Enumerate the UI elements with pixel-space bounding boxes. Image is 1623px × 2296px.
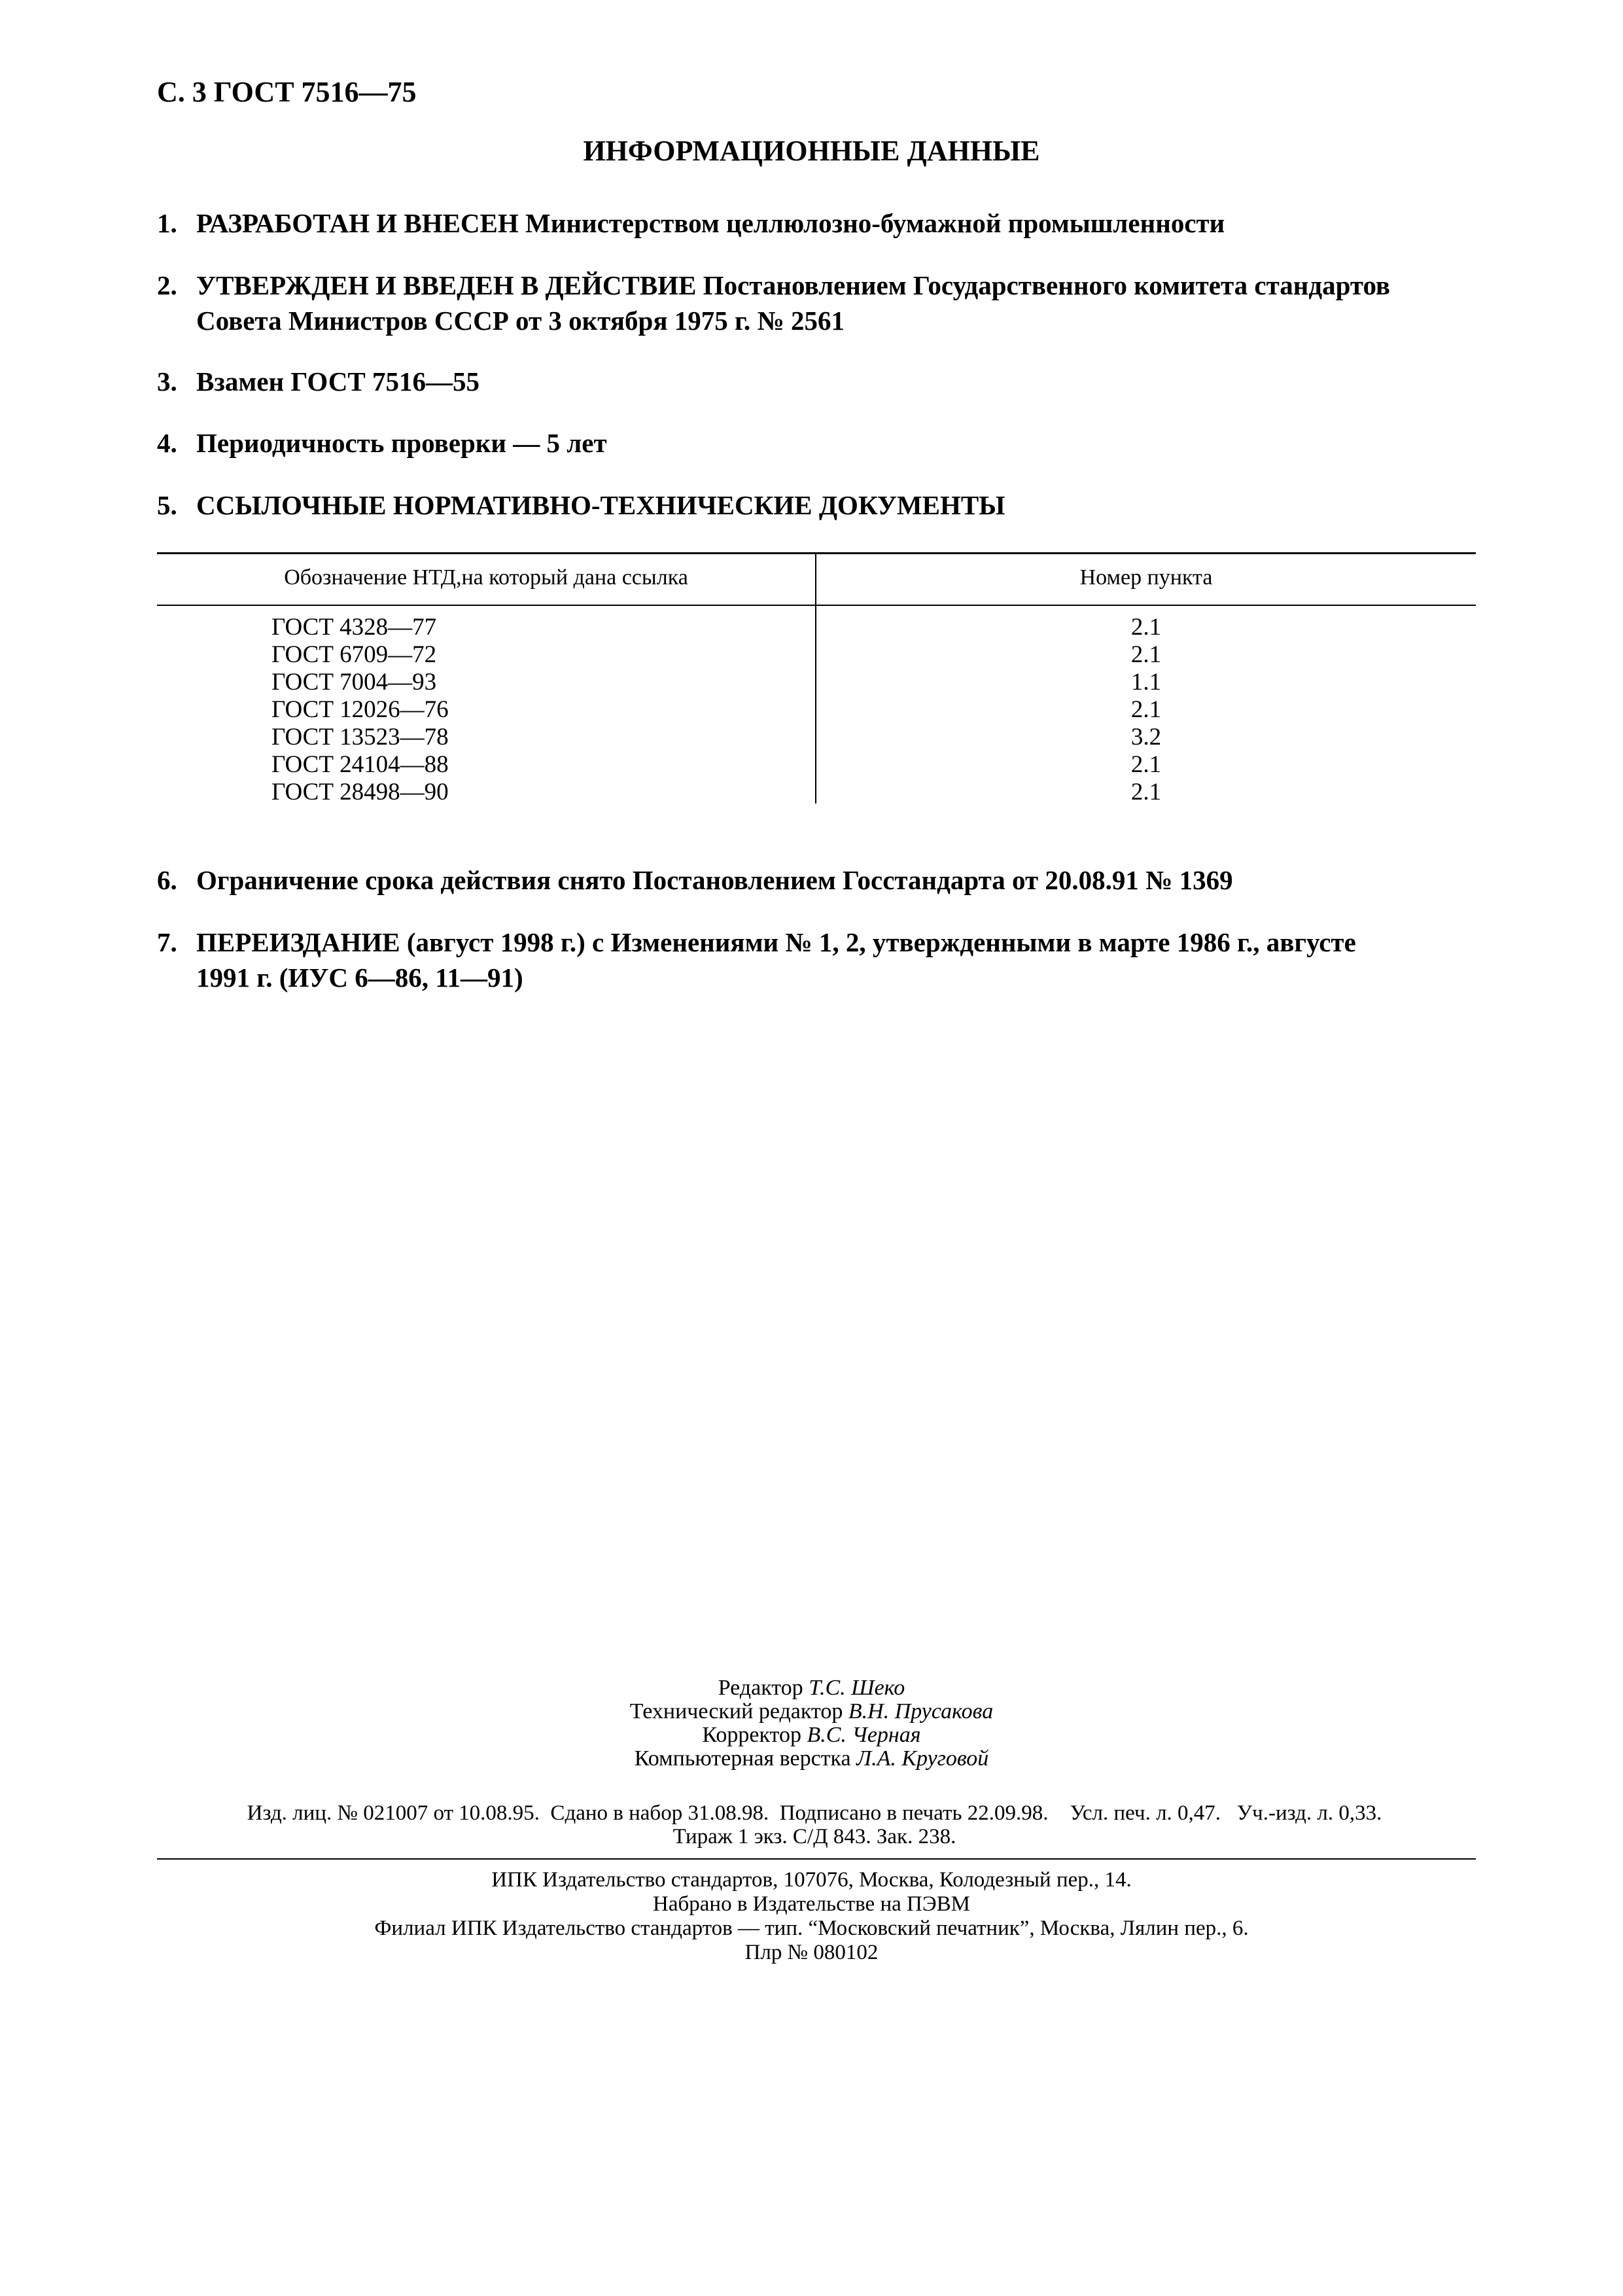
cell-clause: 1.1	[1130, 669, 1162, 696]
credit-role: Технический редактор	[629, 1699, 843, 1723]
item-text: ПЕРЕИЗДАНИЕ (август 1998 г.) с Изменениями № 1, 2, утвержденными в марте 1986 г., августе	[196, 927, 1356, 957]
table-body	[157, 614, 1476, 806]
item-text: Периодичность проверки — 5 лет	[196, 428, 607, 458]
table-row	[157, 724, 1476, 751]
press-line: Набрано в Издательстве на ПЭВМ	[653, 1892, 970, 1916]
page-title: ИНФОРМАЦИОННЫЕ ДАННЫЕ	[583, 135, 1040, 167]
item-text: ССЫЛОЧНЫЕ НОРМАТИВНО-ТЕХНИЧЕСКИЕ ДОКУМЕНТЫ	[196, 490, 1005, 520]
credit-name: В.Н. Прусакова	[848, 1699, 994, 1723]
cell-document: ГОСТ 13523—78	[271, 724, 449, 751]
credit-line	[0, 1723, 1623, 1747]
info-item-3	[157, 364, 1492, 399]
cell-clause: 2.1	[1130, 751, 1162, 778]
press-line: ИПК Издательство стандартов, 107076, Москва, Колодезный пер., 14.	[491, 1868, 1132, 1892]
cell-document: ГОСТ 24104—88	[271, 751, 449, 778]
table-header-clause: Номер пункта	[1079, 565, 1213, 590]
item-text: УТВЕРЖДЕН И ВВЕДЕН В ДЕЙСТВИЕ Постановлением Государственного комитета стандартов	[196, 270, 1391, 300]
table-top-rule	[157, 552, 1476, 554]
credit-line	[0, 1700, 1623, 1723]
credit-role: Компьютерная верстка	[634, 1746, 851, 1771]
info-item-5	[157, 487, 1492, 523]
info-item-6	[157, 862, 1492, 898]
info-item-1	[157, 205, 1492, 241]
item-text-continuation: 1991 г. (ИУС 6—86, 11—91)	[196, 963, 523, 993]
credit-name: В.С. Черная	[807, 1723, 921, 1747]
item-number: 5.	[157, 490, 177, 520]
cell-clause: 2.1	[1130, 641, 1162, 668]
credit-name: Л.А. Круговой	[856, 1746, 989, 1771]
cell-document: ГОСТ 12026—76	[271, 696, 449, 723]
press-line: Плр № 080102	[744, 1941, 879, 1964]
info-item-4	[157, 425, 1492, 461]
table-header-rule	[157, 605, 1476, 606]
credits-block	[0, 1676, 1623, 1771]
info-item-2	[157, 268, 1492, 338]
press-info	[0, 1868, 1623, 1965]
page-header: С. 3 ГОСТ 7516—75	[157, 76, 417, 108]
table-row	[157, 641, 1476, 669]
cell-clause: 2.1	[1130, 779, 1162, 805]
item-text: РАЗРАБОТАН И ВНЕСЕН Министерством целлюлозно-бумажной промышленности	[196, 208, 1225, 238]
table-header-document: Обозначение НТД,на который дана ссылка	[284, 565, 688, 590]
cell-clause: 2.1	[1130, 696, 1162, 723]
credit-role: Корректор	[702, 1723, 801, 1747]
cell-document: ГОСТ 6709—72	[271, 641, 437, 668]
cell-clause: 3.2	[1130, 724, 1162, 751]
cell-document: ГОСТ 7004—93	[271, 669, 437, 696]
cell-clause: 2.1	[1130, 614, 1162, 641]
item-number: 2.	[157, 270, 177, 300]
cell-document: ГОСТ 28498—90	[271, 779, 449, 805]
table-row	[157, 779, 1476, 806]
table-row	[157, 696, 1476, 724]
table-row	[157, 614, 1476, 641]
credit-role: Редактор	[718, 1676, 803, 1700]
table-row	[157, 751, 1476, 779]
credit-line	[0, 1676, 1623, 1700]
item-number: 1.	[157, 208, 177, 238]
item-number: 7.	[157, 927, 177, 957]
publication-line-2: Тираж 1 экз. С/Д 843. Зак. 238.	[672, 1825, 956, 1848]
credit-line	[0, 1747, 1623, 1771]
item-number: 3.	[157, 366, 177, 397]
press-line: Филиал ИПК Издательство стандартов — тип. “Московский печатник”, Москва, Лялин пер., 6.	[374, 1916, 1249, 1940]
item-text: Взамен ГОСТ 7516—55	[196, 366, 480, 397]
info-item-7	[157, 925, 1492, 995]
cell-document: ГОСТ 4328—77	[271, 614, 437, 641]
item-text: Ограничение срока действия снято Постановлением Госстандарта от 20.08.91 № 1369	[196, 865, 1233, 895]
item-number: 4.	[157, 428, 177, 458]
footer-divider	[157, 1858, 1476, 1860]
publication-line-1: Изд. лиц. № 021007 от 10.08.95. Сдано в набор 31.08.98. Подписано в печать 22.09.98. Усл. печ. л. 0,47. Уч.-изд. л. 0,33.	[247, 1801, 1382, 1825]
credit-name: Т.С. Шеко	[809, 1676, 905, 1700]
reference-table	[157, 552, 1476, 804]
item-number: 6.	[157, 865, 177, 895]
item-text-continuation: Совета Министров СССР от 3 октября 1975 г. № 2561	[196, 306, 845, 336]
table-row	[157, 669, 1476, 696]
publication-details	[157, 1801, 1472, 1848]
